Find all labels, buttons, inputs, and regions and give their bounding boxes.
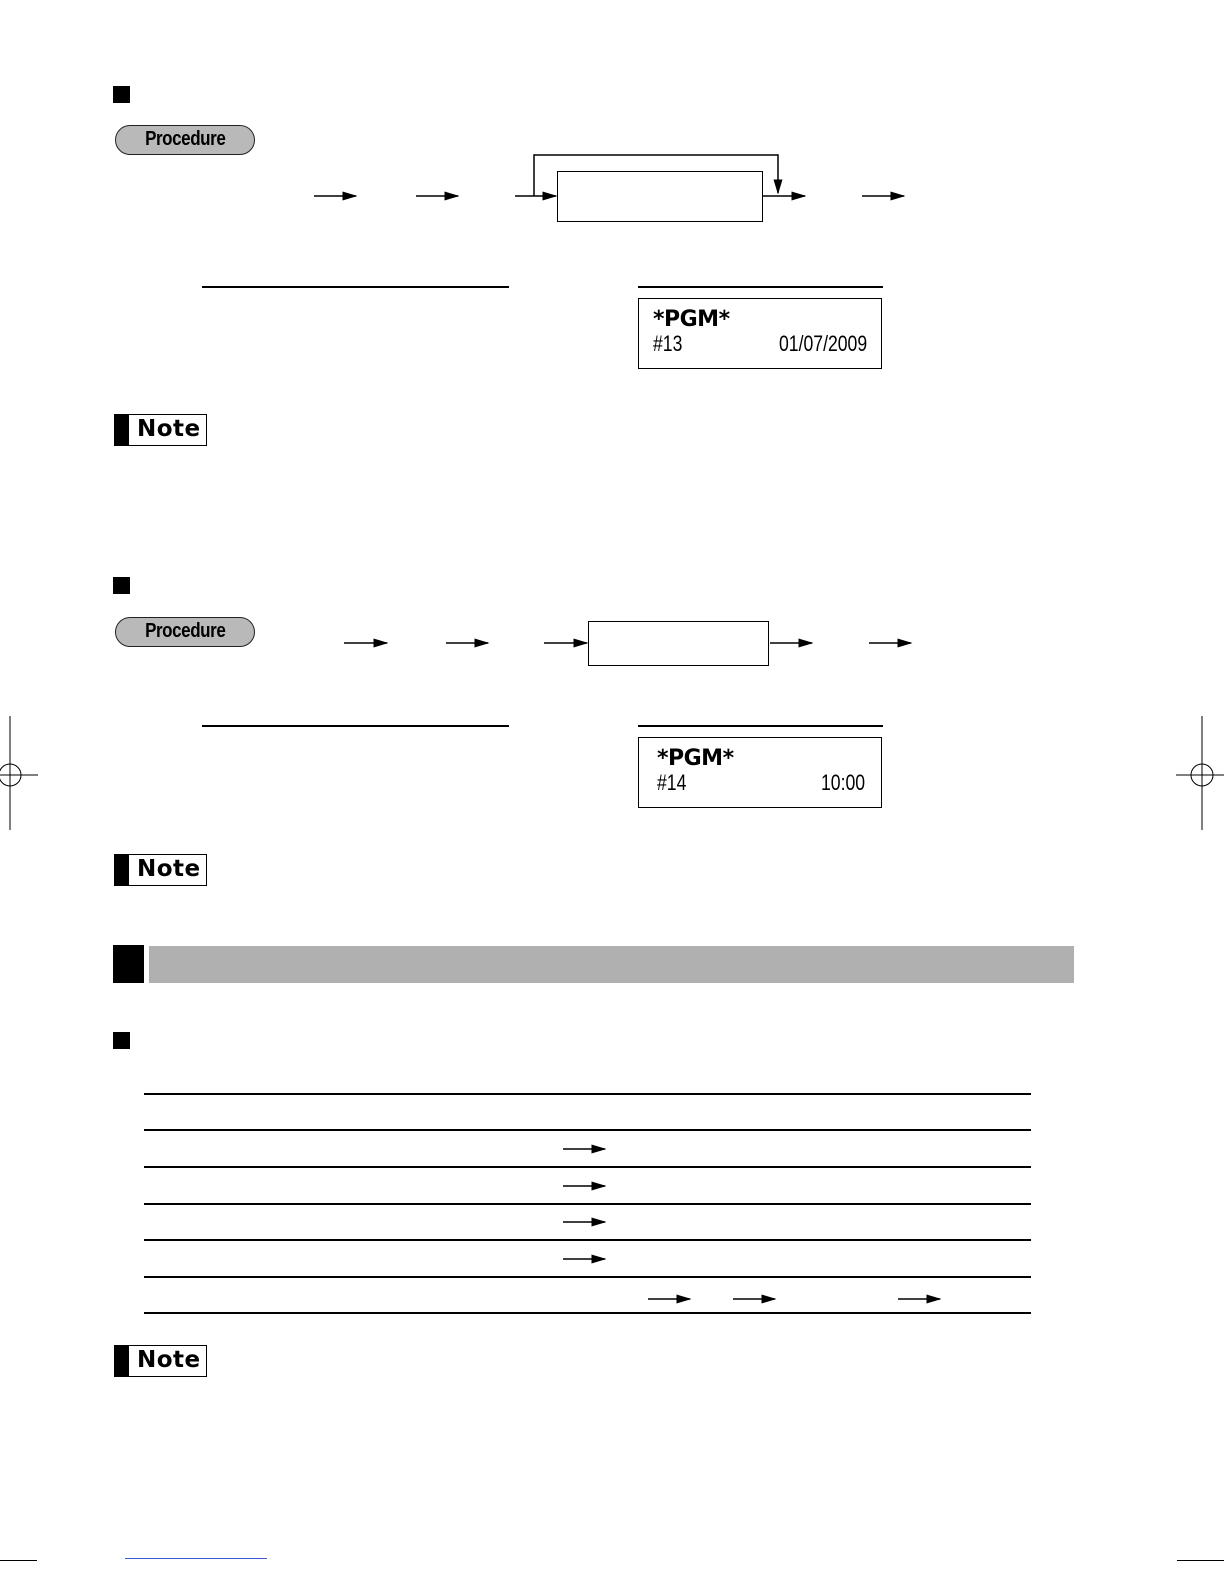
crop-mark <box>0 1560 37 1561</box>
flow-arrow <box>563 1149 940 1299</box>
display-code: #13 <box>653 331 683 356</box>
registration-mark-left <box>0 716 48 836</box>
note-badge: Note <box>114 1345 207 1377</box>
display-value: 10:00 <box>820 770 865 795</box>
crop-mark <box>1177 1560 1224 1561</box>
registration-mark-right <box>1176 716 1224 836</box>
note-badge: Note <box>114 414 207 446</box>
procedure-badge: Procedure <box>115 125 255 155</box>
note-badge: Note <box>114 854 207 886</box>
display-line-mode: *PGM* <box>657 746 734 771</box>
footer-rule <box>125 1558 267 1559</box>
procedure-badge: Procedure <box>115 617 255 647</box>
display-code: #14 <box>657 770 687 795</box>
display-value: 01/07/2009 <box>778 331 867 356</box>
display-line-mode: *PGM* <box>653 307 730 332</box>
